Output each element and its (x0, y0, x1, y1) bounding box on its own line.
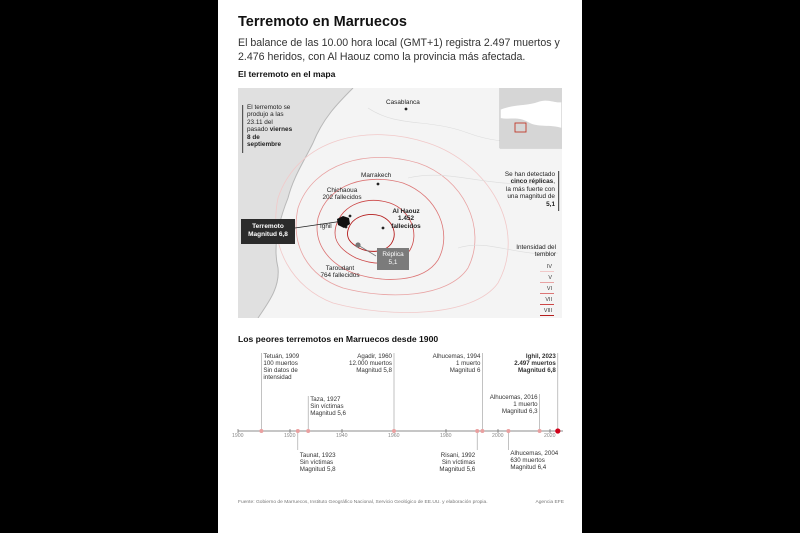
city-taroudant (318, 265, 362, 280)
axis-tick-label: 1920 (284, 433, 296, 439)
event-label-line: Sin víctimas (299, 459, 334, 467)
map (238, 88, 562, 318)
legend-title: Intensidad del temblor (516, 244, 556, 259)
note-right-bold-2: 5,1 (546, 200, 555, 208)
event-label-line: Magnitud 6,4 (510, 464, 547, 472)
event-label-line: Taunat, 1923 (299, 452, 336, 459)
event-label (349, 353, 392, 374)
event-label-line: 2.497 muertos (514, 360, 556, 368)
event-label (514, 353, 556, 374)
infographic-card (218, 0, 582, 533)
note-left-date: viernes 8 de septiembre (247, 126, 293, 149)
note-right-bold-1: cinco réplicas (510, 178, 554, 186)
legend-swatch (540, 293, 554, 294)
event-label-line: 100 muertos (263, 360, 298, 368)
event-marker (306, 429, 310, 433)
legend-item (538, 297, 558, 307)
city-marrakech: Marrakech (361, 172, 392, 179)
event-label (300, 452, 336, 473)
event-label-line: Risani, 1992 (440, 452, 476, 459)
note-left-text: El terremoto se produjo a las 23.11 del pasado (247, 104, 291, 134)
legend-item (538, 264, 558, 274)
event-label (510, 450, 558, 471)
event-label-line: Magnitud 6,8 (517, 367, 556, 375)
legend-item (538, 286, 558, 296)
legend-swatch (540, 271, 554, 272)
event-label-line: Magnitud 6 (449, 367, 481, 375)
event-label (310, 396, 346, 417)
event-label-line: Magnitud 6,3 (501, 408, 538, 416)
alhaouz-name: Al Haouz (392, 208, 420, 215)
replica-marker (355, 242, 360, 247)
city-alhaouz (384, 208, 428, 230)
note-left (247, 104, 295, 148)
event-marker (480, 429, 484, 433)
legend-label: IV (546, 264, 552, 270)
note-left-bar (242, 105, 243, 153)
quake-label-magnitude: Magnitud 6,8 (248, 231, 288, 238)
note-right-bar (558, 171, 559, 211)
legend-label: VIII (543, 308, 552, 314)
event-label-line: Alhucemas, 2004 (510, 450, 559, 457)
replica-label-magnitude: 5,1 (388, 259, 398, 266)
alhaouz-deaths: 1.452 fallecidos (391, 215, 421, 230)
inset-locator-map (500, 88, 562, 148)
event-label-line: Sin víctimas (310, 403, 344, 411)
page-title: Terremoto en Marruecos (238, 14, 407, 30)
replica-pointer (358, 245, 376, 256)
note-right-text-2: , la más fuerte con una magnitud de (505, 178, 555, 201)
event-label (263, 353, 299, 381)
axis-tick-label: 2000 (492, 433, 504, 439)
event-label-line: 12.000 muertos (349, 360, 392, 368)
event-label-line: Sin víctimas (441, 459, 476, 467)
axis-tick-label: 1980 (440, 433, 452, 439)
timeline-heading: Los peores terremotos en Marruecos desde 1900 (238, 334, 439, 344)
event-label-line: 1 muerto (513, 401, 538, 409)
axis-tick-label: 2020 (544, 433, 556, 439)
event-label-line: 1 muerto (455, 360, 481, 368)
legend-label: V (548, 275, 552, 281)
axis-tick-label: 1900 (232, 433, 244, 439)
event-label-line: 630 muertos (510, 457, 545, 465)
source-note: Fuente: Gobierno de Marruecos, Instituto Geográfico Nacional, Servicio Geológico de EE.UU. y elaboración propia. (238, 500, 488, 505)
subtitle: El balance de las 10.00 hora local (GMT+1) registra 2.497 muertos y 2.476 heridos, con Al Haouz como la provincia más afectada. (238, 37, 560, 63)
event-label-line: Magnitud 5,6 (439, 466, 476, 474)
taroudant-deaths: 764 fallecidos (320, 272, 360, 280)
legend-item (538, 308, 558, 318)
event-marker (296, 429, 300, 433)
replica-label-box (377, 248, 409, 270)
axis-tick-label: 1940 (336, 433, 348, 439)
event-label (433, 353, 481, 374)
legend-label: VI (546, 286, 552, 292)
city-casablanca: Casablanca (386, 99, 420, 106)
legend-swatch (540, 282, 554, 283)
note-right-text-1: Se han detectado (504, 171, 555, 178)
event-marker (506, 429, 510, 433)
event-label-line: Ighil, 2023 (525, 353, 556, 360)
city-ighil: Ighil (320, 223, 332, 230)
marrakech-dot (377, 183, 380, 186)
casablanca-dot (405, 108, 408, 111)
event-label-line: Taza, 1927 (310, 396, 341, 403)
city-chichaoua (320, 187, 364, 202)
event-label-line: Sin datos de (263, 367, 298, 375)
event-label-line: Alhucemas, 1994 (432, 353, 481, 360)
event-label (439, 452, 475, 473)
legend-swatch (540, 304, 554, 305)
event-label-line: Tetuán, 1909 (263, 353, 300, 360)
timeline (218, 340, 582, 500)
legend-swatch (540, 315, 554, 316)
event-marker (259, 429, 263, 433)
epicenter-marker (337, 216, 350, 228)
axis-tick-label: 1960 (388, 433, 400, 439)
legend-item (538, 275, 558, 285)
quake-label-title: Terremoto (252, 223, 284, 230)
chichaoua-dot (349, 215, 352, 218)
event-label-line: intensidad (263, 374, 292, 382)
note-right (504, 171, 555, 208)
legend-label: VII (545, 297, 552, 303)
agency-credit: Agencia EFE (535, 500, 564, 505)
event-marker (475, 429, 479, 433)
event-label-line: Agadir, 1960 (357, 353, 392, 360)
taroudant-name: Taroudant (325, 265, 355, 272)
quake-label-box (241, 219, 295, 244)
chichaoua-deaths: 202 fallecidos (322, 194, 362, 202)
map-heading: El terremoto en el mapa (238, 69, 336, 79)
event-label (490, 394, 538, 415)
event-label-line: Magnitud 5,8 (356, 367, 392, 375)
event-label-line: Alhucemas, 2016 (489, 394, 538, 401)
chichaoua-name: Chichaoua (326, 187, 358, 194)
event-label-line: Magnitud 5,6 (310, 410, 346, 418)
event-marker (538, 429, 542, 433)
replica-label-title: Réplica (382, 251, 404, 258)
event-label-line: Magnitud 5,8 (299, 466, 336, 474)
